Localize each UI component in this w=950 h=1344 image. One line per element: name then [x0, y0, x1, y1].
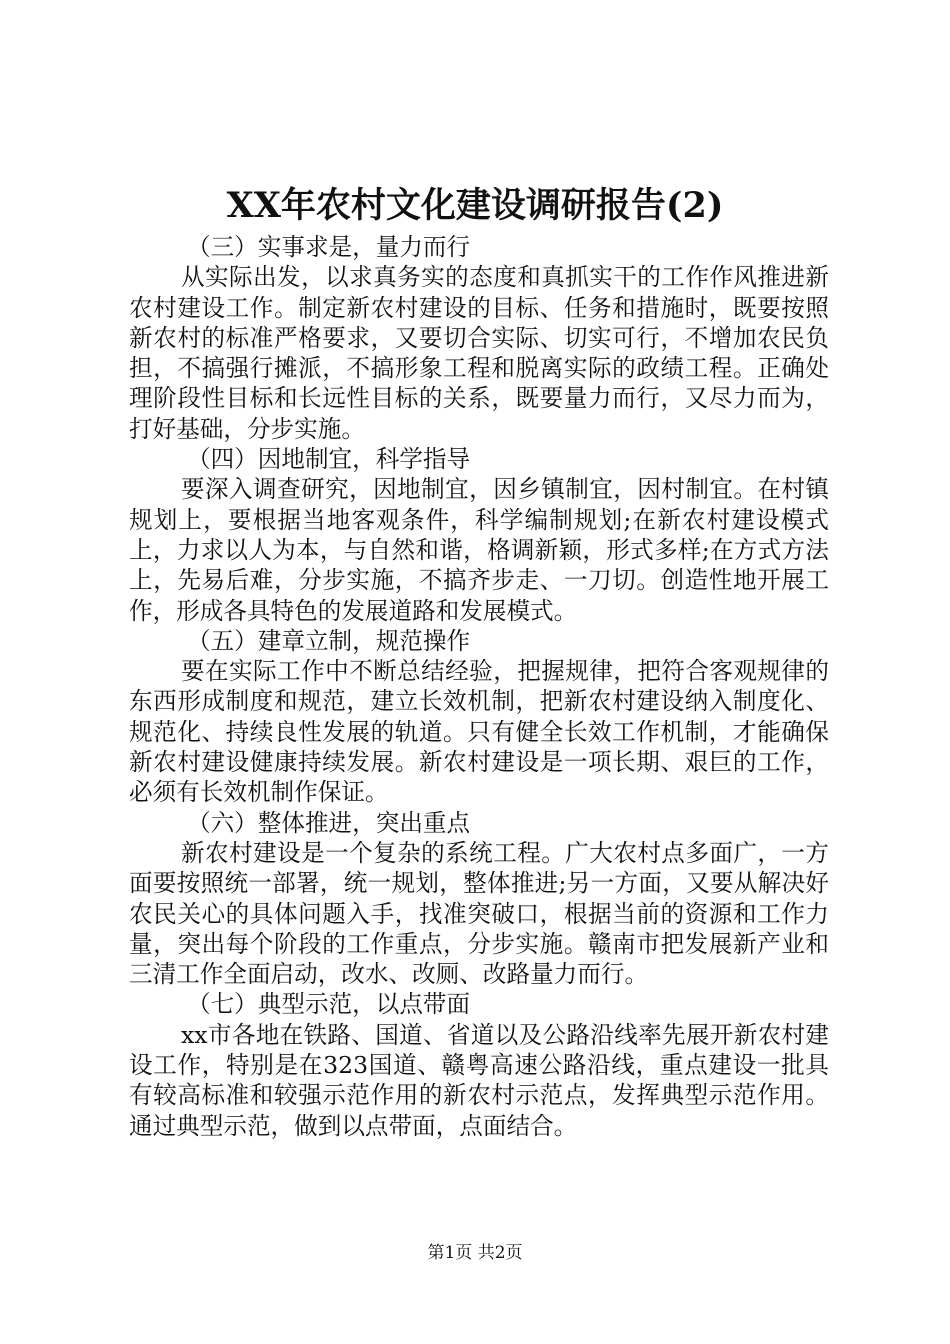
- section-heading-4: （四）因地制宜，科学指导: [187, 445, 471, 474]
- section-heading-5: （五）建章立制，规范操作: [187, 626, 471, 655]
- section-heading-7: （七）典型示范，以点带面: [187, 990, 471, 1019]
- page-footer: 第1页 共2页: [427, 1243, 523, 1263]
- document-body: [129, 232, 829, 1141]
- section-paragraph-5: 要在实际工作中不断总结经验，把握规律，把符合客观规律的东西形成制度和规范，建立长效机制，把新农村建设纳入制度化、规范化、持续良性发展的轨道。只有健全长效工作机制，才能确保新农村建设健康持续发展。新农村建设是一项长期、艰巨的工作，必须有长效机制作保证。: [129, 657, 829, 807]
- section-paragraph-4: 要深入调查研究，因地制宜，因乡镇制宜，因村制宜。在村镇规划上，要根据当地客观条件，科学编制规划;在新农村建设模式上，力求以人为本，与自然和谐，格调新颖，形式多样;在方式方法上，先易后难，分步实施，不搞齐步走、一刀切。创造性地开展工作，形成各具特色的发展道路和发展模式。: [129, 475, 829, 625]
- section-paragraph-3: 从实际出发，以求真务实的态度和真抓实干的工作作风推进新农村建设工作。制定新农村建设的目标、任务和措施时，既要按照新农村的标准严格要求，又要切合实际、切实可行，不增加农民负担，不搞强行摊派，不搞形象工程和脱离实际的政绩工程。正确处理阶段性目标和长远性目标的关系，既要量力而行，又尽力而为，打好基础，分步实施。: [129, 263, 829, 443]
- document-title: XX年农村文化建设调研报告(2): [226, 185, 724, 226]
- section-heading-3: （三）实事求是，量力而行: [187, 233, 471, 261]
- section-heading-6: （六）整体推进，突出重点: [187, 808, 471, 837]
- section-paragraph-6: 新农村建设是一个复杂的系统工程。广大农村点多面广，一方面要按照统一部署，统一规划，整体推进;另一方面，又要从解决好农民关心的具体问题入手，找准突破口，根据当前的资源和工作力量，突出每个阶段的工作重点，分步实施。赣南市把发展新产业和三清工作全面启动，改水、改厕、改路量力而行。: [129, 838, 829, 989]
- section-paragraph-7: xx市各地在铁路、国道、省道以及公路沿线率先展开新农村建设工作，特别是在323国道、赣粤高速公路沿线，重点建设一批具有较高标准和较强示范作用的新农村示范点，发挥典型示范作用。通过典型示范，做到以点带面，点面结合。: [129, 1020, 829, 1140]
